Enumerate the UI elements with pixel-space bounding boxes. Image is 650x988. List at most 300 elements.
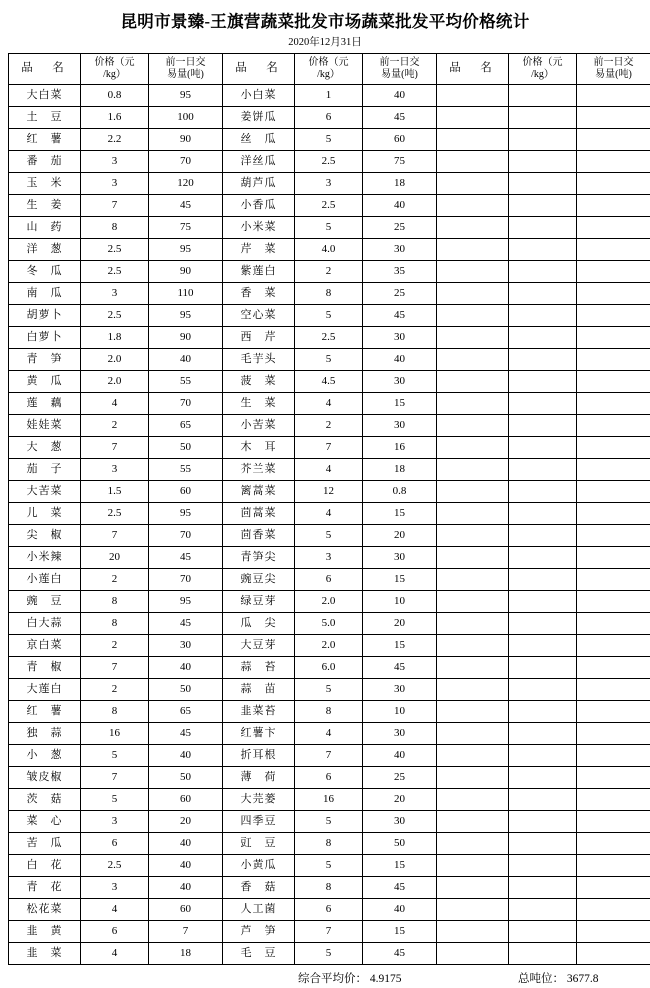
cell-name: 玉 米	[9, 173, 81, 195]
cell-volume	[577, 283, 650, 305]
cell-name: 芹 菜	[223, 239, 295, 261]
cell-volume: 20	[363, 789, 437, 811]
cell-price: 8	[295, 701, 363, 723]
cell-price: 20	[81, 547, 149, 569]
cell-price: 2	[81, 415, 149, 437]
cell-price: 5	[81, 789, 149, 811]
cell-name: 木 耳	[223, 437, 295, 459]
cell-volume: 30	[363, 327, 437, 349]
cell-name: 红 薯	[9, 701, 81, 723]
cell-volume: 40	[363, 195, 437, 217]
cell-volume: 70	[149, 525, 223, 547]
cell-price: 4	[295, 459, 363, 481]
cell-volume	[577, 679, 650, 701]
cell-name: 番 茄	[9, 151, 81, 173]
table-row	[9, 349, 650, 371]
cell-volume: 95	[149, 305, 223, 327]
col-header-volume-2	[363, 54, 437, 85]
cell-volume	[577, 723, 650, 745]
table-header	[9, 54, 650, 85]
cell-name	[437, 305, 509, 327]
cell-volume: 40	[363, 349, 437, 371]
cell-volume: 15	[363, 393, 437, 415]
cell-price: 7	[81, 195, 149, 217]
cell-volume: 55	[149, 459, 223, 481]
cell-name	[437, 283, 509, 305]
cell-volume	[577, 261, 650, 283]
table-row	[9, 833, 650, 855]
cell-volume	[577, 569, 650, 591]
table-row	[9, 217, 650, 239]
cell-price: 3	[81, 459, 149, 481]
cell-volume	[577, 701, 650, 723]
cell-name	[437, 437, 509, 459]
cell-price	[509, 173, 577, 195]
cell-price	[509, 195, 577, 217]
cell-name: 四季豆	[223, 811, 295, 833]
cell-name: 小莲白	[9, 569, 81, 591]
cell-name: 红薯卞	[223, 723, 295, 745]
table-row	[9, 371, 650, 393]
cell-name	[437, 833, 509, 855]
cell-name	[437, 943, 509, 965]
cell-volume: 75	[149, 217, 223, 239]
cell-volume	[577, 789, 650, 811]
cell-volume	[577, 899, 650, 921]
cell-volume	[577, 591, 650, 613]
table-row	[9, 283, 650, 305]
cell-price: 7	[81, 767, 149, 789]
report-date: 2020年12月31日	[8, 34, 642, 49]
cell-price	[509, 437, 577, 459]
cell-name: 青笋尖	[223, 547, 295, 569]
table-row	[9, 811, 650, 833]
cell-volume: 20	[363, 525, 437, 547]
table-row	[9, 173, 650, 195]
table-body	[9, 85, 650, 965]
col-header-price-2	[295, 54, 363, 85]
cell-volume	[577, 921, 650, 943]
cell-volume	[577, 217, 650, 239]
col-header-volume-3	[577, 54, 650, 85]
cell-price	[509, 921, 577, 943]
cell-volume: 60	[363, 129, 437, 151]
cell-price: 3	[81, 283, 149, 305]
cell-price: 5	[81, 745, 149, 767]
cell-price: 2	[81, 679, 149, 701]
cell-name	[437, 151, 509, 173]
cell-name	[437, 877, 509, 899]
cell-volume: 120	[149, 173, 223, 195]
cell-volume	[577, 943, 650, 965]
cell-price: 2.0	[295, 591, 363, 613]
cell-name: 生 菜	[223, 393, 295, 415]
cell-price	[509, 613, 577, 635]
cell-price	[509, 371, 577, 393]
cell-price: 2	[295, 261, 363, 283]
cell-price: 7	[81, 525, 149, 547]
cell-volume: 90	[149, 129, 223, 151]
cell-volume: 65	[149, 701, 223, 723]
cell-volume: 30	[363, 371, 437, 393]
table-row	[9, 921, 650, 943]
cell-volume: 95	[149, 85, 223, 107]
cell-volume: 18	[149, 943, 223, 965]
table-row	[9, 261, 650, 283]
cell-name	[437, 899, 509, 921]
cell-price: 4	[81, 943, 149, 965]
cell-price: 6.0	[295, 657, 363, 679]
cell-volume: 15	[363, 635, 437, 657]
cell-name: 苦 瓜	[9, 833, 81, 855]
cell-price: 2.5	[295, 151, 363, 173]
cell-price: 4	[81, 899, 149, 921]
cell-volume	[577, 833, 650, 855]
cell-volume: 40	[149, 657, 223, 679]
cell-volume	[577, 195, 650, 217]
cell-price: 4	[295, 503, 363, 525]
table-row	[9, 635, 650, 657]
col-header-volume-3-line2: 易量(吨)	[577, 69, 650, 82]
cell-price: 2.5	[81, 855, 149, 877]
cell-name: 松花菜	[9, 899, 81, 921]
cell-volume: 95	[149, 239, 223, 261]
cell-price: 6	[295, 569, 363, 591]
cell-name: 土 豆	[9, 107, 81, 129]
cell-name	[437, 371, 509, 393]
cell-price	[509, 877, 577, 899]
cell-volume	[577, 547, 650, 569]
cell-volume: 45	[363, 305, 437, 327]
cell-price: 2.2	[81, 129, 149, 151]
table-row	[9, 195, 650, 217]
cell-volume: 40	[149, 349, 223, 371]
cell-volume: 60	[149, 899, 223, 921]
col-header-name-1	[9, 54, 81, 85]
table-row	[9, 151, 650, 173]
cell-price: 8	[295, 833, 363, 855]
cell-volume	[577, 151, 650, 173]
cell-volume: 40	[149, 855, 223, 877]
cell-price	[509, 547, 577, 569]
cell-price: 4	[81, 393, 149, 415]
col-header-volume-1	[149, 54, 223, 85]
cell-price: 6	[81, 921, 149, 943]
cell-volume: 100	[149, 107, 223, 129]
cell-price	[509, 899, 577, 921]
table-row	[9, 767, 650, 789]
cell-price	[509, 811, 577, 833]
cell-price: 1	[295, 85, 363, 107]
cell-price	[509, 327, 577, 349]
cell-price: 3	[295, 173, 363, 195]
cell-price: 1.5	[81, 481, 149, 503]
cell-price	[509, 239, 577, 261]
cell-volume: 16	[363, 437, 437, 459]
cell-name	[437, 547, 509, 569]
cell-name: 大豆芽	[223, 635, 295, 657]
cell-price: 2.5	[81, 261, 149, 283]
cell-volume: 50	[363, 833, 437, 855]
cell-price	[509, 393, 577, 415]
cell-volume: 90	[149, 261, 223, 283]
cell-volume: 40	[363, 899, 437, 921]
cell-price: 7	[295, 437, 363, 459]
cell-name: 大白菜	[9, 85, 81, 107]
cell-name: 小 葱	[9, 745, 81, 767]
cell-name: 蒜 苗	[223, 679, 295, 701]
cell-volume: 30	[363, 679, 437, 701]
cell-volume: 35	[363, 261, 437, 283]
cell-volume: 15	[363, 503, 437, 525]
cell-price: 2	[295, 415, 363, 437]
col-header-volume-2-line1: 前一日交	[363, 57, 436, 70]
cell-name	[437, 701, 509, 723]
col-header-price-1	[81, 54, 149, 85]
cell-price	[509, 767, 577, 789]
cell-price	[509, 305, 577, 327]
cell-name: 青 椒	[9, 657, 81, 679]
cell-volume: 75	[363, 151, 437, 173]
cell-name: 大苦菜	[9, 481, 81, 503]
cell-price: 2.5	[81, 305, 149, 327]
cell-name	[437, 591, 509, 613]
cell-name	[437, 811, 509, 833]
col-header-name-2-label: 品 名	[235, 62, 282, 74]
cell-name: 韭菜苔	[223, 701, 295, 723]
cell-volume	[577, 811, 650, 833]
cell-volume: 30	[363, 811, 437, 833]
cell-price	[509, 525, 577, 547]
cell-name	[437, 657, 509, 679]
cell-name	[437, 217, 509, 239]
cell-name	[437, 107, 509, 129]
table-row	[9, 789, 650, 811]
cell-price: 8	[295, 877, 363, 899]
cell-price: 4	[295, 723, 363, 745]
cell-volume	[577, 371, 650, 393]
cell-price: 5	[295, 129, 363, 151]
cell-name	[437, 173, 509, 195]
cell-name: 小米菜	[223, 217, 295, 239]
col-header-volume-3-line1: 前一日交	[577, 57, 650, 70]
cell-name: 大芫蒌	[223, 789, 295, 811]
cell-price	[509, 855, 577, 877]
col-header-name-3-label: 品 名	[449, 62, 496, 74]
cell-volume: 30	[363, 723, 437, 745]
average-price-value: 4.9175	[370, 973, 402, 985]
cell-price: 12	[295, 481, 363, 503]
cell-price	[509, 129, 577, 151]
cell-name: 黄 瓜	[9, 371, 81, 393]
cell-volume: 45	[363, 107, 437, 129]
table-row	[9, 85, 650, 107]
cell-price	[509, 503, 577, 525]
table-row	[9, 613, 650, 635]
cell-name	[437, 569, 509, 591]
table-row	[9, 943, 650, 965]
cell-volume: 40	[149, 877, 223, 899]
table-row	[9, 723, 650, 745]
cell-volume	[577, 173, 650, 195]
cell-volume	[577, 877, 650, 899]
cell-name	[437, 261, 509, 283]
cell-name	[437, 459, 509, 481]
cell-price	[509, 217, 577, 239]
cell-name: 香 菇	[223, 877, 295, 899]
cell-price: 8	[81, 613, 149, 635]
cell-name: 独 蒜	[9, 723, 81, 745]
cell-name: 西 芹	[223, 327, 295, 349]
table-row	[9, 239, 650, 261]
cell-name: 芦 笋	[223, 921, 295, 943]
cell-volume: 70	[149, 569, 223, 591]
cell-volume	[577, 657, 650, 679]
cell-price: 7	[81, 657, 149, 679]
cell-name	[437, 525, 509, 547]
cell-price: 7	[295, 921, 363, 943]
cell-name	[437, 855, 509, 877]
table-row	[9, 877, 650, 899]
cell-price	[509, 415, 577, 437]
table-footer	[8, 970, 642, 988]
cell-volume	[577, 503, 650, 525]
cell-volume: 30	[363, 547, 437, 569]
cell-name	[437, 327, 509, 349]
cell-price: 4	[295, 393, 363, 415]
cell-price: 8	[81, 701, 149, 723]
cell-volume: 18	[363, 173, 437, 195]
cell-name	[437, 723, 509, 745]
average-price-label: 综合平均价：	[298, 973, 367, 985]
cell-volume	[577, 525, 650, 547]
cell-name: 洋 葱	[9, 239, 81, 261]
cell-volume	[577, 349, 650, 371]
cell-name: 南 瓜	[9, 283, 81, 305]
cell-price: 0.8	[81, 85, 149, 107]
cell-volume: 15	[363, 855, 437, 877]
cell-price	[509, 481, 577, 503]
col-header-price-2-line1: 价格（元	[295, 57, 362, 70]
cell-name: 冬 瓜	[9, 261, 81, 283]
total-tonnage-label: 总吨位：	[518, 973, 564, 985]
cell-volume: 95	[149, 503, 223, 525]
cell-name	[437, 393, 509, 415]
cell-price: 5	[295, 217, 363, 239]
cell-price: 3	[81, 877, 149, 899]
average-price-summary	[298, 970, 402, 986]
cell-price: 5	[295, 855, 363, 877]
cell-volume: 45	[149, 723, 223, 745]
cell-name: 丝 瓜	[223, 129, 295, 151]
cell-volume: 7	[149, 921, 223, 943]
cell-volume: 45	[363, 943, 437, 965]
cell-volume	[577, 437, 650, 459]
cell-price	[509, 459, 577, 481]
total-tonnage-value: 3677.8	[567, 973, 599, 985]
cell-price: 3	[295, 547, 363, 569]
price-table	[8, 53, 650, 965]
table-row	[9, 679, 650, 701]
col-header-price-3	[509, 54, 577, 85]
cell-volume: 25	[363, 217, 437, 239]
cell-name: 皱皮椒	[9, 767, 81, 789]
col-header-price-2-line2: /kg）	[295, 69, 362, 82]
table-row	[9, 591, 650, 613]
table-row	[9, 129, 650, 151]
cell-volume: 45	[149, 547, 223, 569]
cell-name: 折耳根	[223, 745, 295, 767]
col-header-price-3-line1: 价格（元	[509, 57, 576, 70]
cell-volume: 95	[149, 591, 223, 613]
cell-price: 1.6	[81, 107, 149, 129]
cell-volume: 10	[363, 591, 437, 613]
cell-volume: 20	[363, 613, 437, 635]
cell-volume: 10	[363, 701, 437, 723]
cell-price: 2.0	[295, 635, 363, 657]
cell-volume: 25	[363, 767, 437, 789]
cell-name: 芥兰菜	[223, 459, 295, 481]
cell-volume: 40	[149, 745, 223, 767]
cell-price: 2	[81, 635, 149, 657]
cell-price: 7	[295, 745, 363, 767]
col-header-volume-1-line2: 易量(吨)	[149, 69, 222, 82]
cell-volume	[577, 767, 650, 789]
cell-volume: 30	[149, 635, 223, 657]
cell-volume: 60	[149, 481, 223, 503]
cell-name: 白 花	[9, 855, 81, 877]
cell-name	[437, 239, 509, 261]
col-header-price-3-line2: /kg）	[509, 69, 576, 82]
cell-volume: 25	[363, 283, 437, 305]
cell-name: 白大蒜	[9, 613, 81, 635]
cell-price: 5	[295, 349, 363, 371]
cell-name	[437, 767, 509, 789]
cell-volume	[577, 855, 650, 877]
table-row	[9, 437, 650, 459]
cell-name: 大莲白	[9, 679, 81, 701]
cell-price: 6	[81, 833, 149, 855]
cell-volume: 45	[363, 877, 437, 899]
cell-name: 尖 椒	[9, 525, 81, 547]
cell-price	[509, 679, 577, 701]
cell-name: 瓜 尖	[223, 613, 295, 635]
cell-name: 毛 豆	[223, 943, 295, 965]
table-row	[9, 305, 650, 327]
col-header-name-3	[437, 54, 509, 85]
cell-volume: 18	[363, 459, 437, 481]
cell-volume	[577, 415, 650, 437]
cell-name: 小黄瓜	[223, 855, 295, 877]
table-row	[9, 525, 650, 547]
cell-price: 5.0	[295, 613, 363, 635]
cell-price: 4.0	[295, 239, 363, 261]
col-header-name-1-label: 品 名	[21, 62, 68, 74]
cell-price: 4.5	[295, 371, 363, 393]
cell-name: 京白菜	[9, 635, 81, 657]
cell-name: 豇 豆	[223, 833, 295, 855]
cell-volume	[577, 459, 650, 481]
table-row	[9, 547, 650, 569]
cell-name: 姜饼瓜	[223, 107, 295, 129]
cell-name: 菜 心	[9, 811, 81, 833]
cell-price	[509, 723, 577, 745]
cell-name: 白萝卜	[9, 327, 81, 349]
cell-price	[509, 943, 577, 965]
cell-name	[437, 613, 509, 635]
cell-price: 6	[295, 107, 363, 129]
cell-price: 5	[295, 679, 363, 701]
